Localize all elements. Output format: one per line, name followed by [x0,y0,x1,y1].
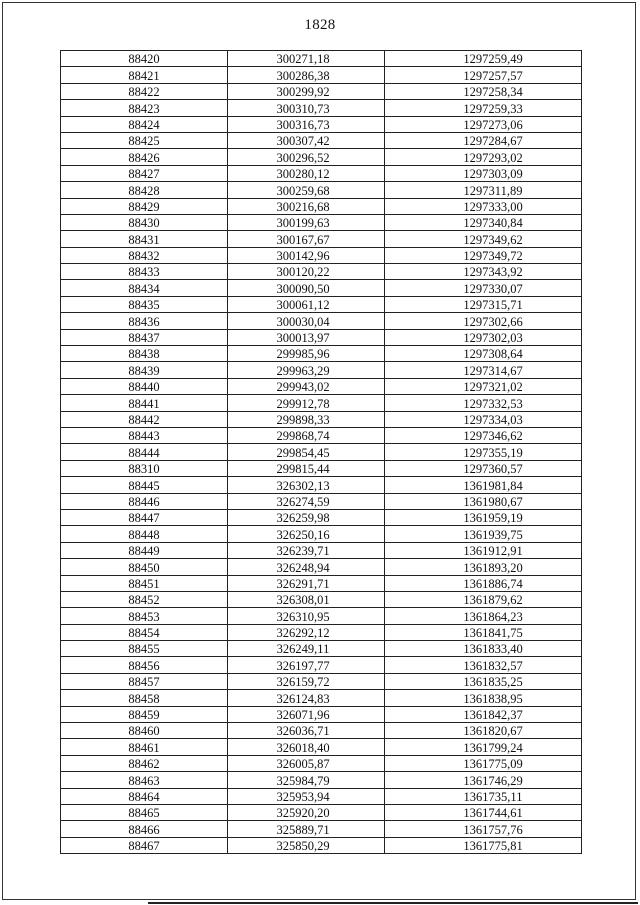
y-coordinate-cell: 1297355,19 [385,444,582,460]
table-row [61,739,582,755]
point-number-cell: 88438 [61,346,228,362]
table-row [61,559,582,575]
y-coordinate-cell: 1361981,84 [385,477,582,493]
y-coordinate-cell: 1361835,25 [385,673,582,689]
y-coordinate-cell: 1361833,40 [385,641,582,657]
coordinates-table-body [61,51,582,854]
y-coordinate-cell: 1361775,81 [385,837,582,853]
x-coordinate-cell: 300280,12 [228,165,385,181]
table-row [61,395,582,411]
point-number-cell: 88458 [61,690,228,706]
x-coordinate-cell: 326291,71 [228,575,385,591]
point-number-cell: 88434 [61,280,228,296]
table-row [61,837,582,853]
table-row [61,690,582,706]
y-coordinate-cell: 1297360,57 [385,460,582,476]
y-coordinate-cell: 1361775,09 [385,755,582,771]
table-row [61,509,582,525]
point-number-cell: 88427 [61,165,228,181]
x-coordinate-cell: 326159,72 [228,673,385,689]
x-coordinate-cell: 299985,96 [228,346,385,362]
table-row [61,706,582,722]
table-row [61,51,582,67]
y-coordinate-cell: 1297302,03 [385,329,582,345]
x-coordinate-cell: 299912,78 [228,395,385,411]
y-coordinate-cell: 1297293,02 [385,149,582,165]
x-coordinate-cell: 300061,12 [228,296,385,312]
y-coordinate-cell: 1297284,67 [385,132,582,148]
table-row [61,608,582,624]
coordinates-table [60,50,582,854]
y-coordinate-cell: 1361799,24 [385,739,582,755]
x-coordinate-cell: 325889,71 [228,821,385,837]
table-row [61,346,582,362]
point-number-cell: 88444 [61,444,228,460]
point-number-cell: 88310 [61,460,228,476]
x-coordinate-cell: 326248,94 [228,559,385,575]
x-coordinate-cell: 326249,11 [228,641,385,657]
table-row [61,67,582,83]
y-coordinate-cell: 1297314,67 [385,362,582,378]
x-coordinate-cell: 300216,68 [228,198,385,214]
table-row [61,575,582,591]
table-row [61,247,582,263]
point-number-cell: 88421 [61,67,228,83]
point-number-cell: 88437 [61,329,228,345]
point-number-cell: 88461 [61,739,228,755]
y-coordinate-cell: 1361841,75 [385,624,582,640]
point-number-cell: 88451 [61,575,228,591]
y-coordinate-cell: 1361939,75 [385,526,582,542]
x-coordinate-cell: 300199,63 [228,214,385,230]
x-coordinate-cell: 300030,04 [228,313,385,329]
y-coordinate-cell: 1297273,06 [385,116,582,132]
y-coordinate-cell: 1361744,61 [385,804,582,820]
table-row [61,772,582,788]
y-coordinate-cell: 1361735,11 [385,788,582,804]
point-number-cell: 88447 [61,509,228,525]
x-coordinate-cell: 325953,94 [228,788,385,804]
y-coordinate-cell: 1361746,29 [385,772,582,788]
x-coordinate-cell: 326239,71 [228,542,385,558]
y-coordinate-cell: 1297315,71 [385,296,582,312]
y-coordinate-cell: 1361893,20 [385,559,582,575]
point-number-cell: 88428 [61,182,228,198]
point-number-cell: 88443 [61,427,228,443]
point-number-cell: 88446 [61,493,228,509]
table-row [61,804,582,820]
y-coordinate-cell: 1297311,89 [385,182,582,198]
x-coordinate-cell: 300090,50 [228,280,385,296]
point-number-cell: 88430 [61,214,228,230]
x-coordinate-cell: 326308,01 [228,591,385,607]
x-coordinate-cell: 299815,44 [228,460,385,476]
point-number-cell: 88440 [61,378,228,394]
table-row [61,624,582,640]
x-coordinate-cell: 300142,96 [228,247,385,263]
point-number-cell: 88462 [61,755,228,771]
point-number-cell: 88460 [61,723,228,739]
table-row [61,526,582,542]
y-coordinate-cell: 1297308,64 [385,346,582,362]
table-row [61,264,582,280]
table-row [61,821,582,837]
x-coordinate-cell: 300013,97 [228,329,385,345]
x-coordinate-cell: 325920,20 [228,804,385,820]
table-row [61,132,582,148]
table-row [61,723,582,739]
x-coordinate-cell: 299943,02 [228,378,385,394]
point-number-cell: 88455 [61,641,228,657]
x-coordinate-cell: 299854,45 [228,444,385,460]
point-number-cell: 88453 [61,608,228,624]
table-row [61,591,582,607]
table-row [61,673,582,689]
point-number-cell: 88448 [61,526,228,542]
point-number-cell: 88450 [61,559,228,575]
table-row [61,755,582,771]
point-number-cell: 88441 [61,395,228,411]
table-row [61,165,582,181]
y-coordinate-cell: 1297258,34 [385,83,582,99]
x-coordinate-cell: 300307,42 [228,132,385,148]
table-row [61,641,582,657]
point-number-cell: 88465 [61,804,228,820]
page-number: 1828 [304,17,336,33]
point-number-cell: 88424 [61,116,228,132]
y-coordinate-cell: 1297349,72 [385,247,582,263]
table-row [61,542,582,558]
x-coordinate-cell: 300120,22 [228,264,385,280]
x-coordinate-cell: 299898,33 [228,411,385,427]
y-coordinate-cell: 1297259,49 [385,51,582,67]
x-coordinate-cell: 326124,83 [228,690,385,706]
table-row [61,788,582,804]
y-coordinate-cell: 1361838,95 [385,690,582,706]
table-row [61,280,582,296]
point-number-cell: 88457 [61,673,228,689]
point-number-cell: 88435 [61,296,228,312]
y-coordinate-cell: 1361820,67 [385,723,582,739]
y-coordinate-cell: 1297330,07 [385,280,582,296]
y-coordinate-cell: 1361879,62 [385,591,582,607]
bottom-rule [148,902,638,904]
point-number-cell: 88449 [61,542,228,558]
y-coordinate-cell: 1361842,37 [385,706,582,722]
x-coordinate-cell: 300299,92 [228,83,385,99]
point-number-cell: 88445 [61,477,228,493]
y-coordinate-cell: 1297346,62 [385,427,582,443]
point-number-cell: 88431 [61,231,228,247]
point-number-cell: 88439 [61,362,228,378]
table-row [61,149,582,165]
table-row [61,100,582,116]
table-row [61,427,582,443]
y-coordinate-cell: 1297259,33 [385,100,582,116]
y-coordinate-cell: 1297340,84 [385,214,582,230]
table-row [61,477,582,493]
table-row [61,444,582,460]
y-coordinate-cell: 1361757,76 [385,821,582,837]
table-row [61,198,582,214]
point-number-cell: 88454 [61,624,228,640]
x-coordinate-cell: 300296,52 [228,149,385,165]
x-coordinate-cell: 326250,16 [228,526,385,542]
table-row [61,329,582,345]
x-coordinate-cell: 326302,13 [228,477,385,493]
y-coordinate-cell: 1297302,66 [385,313,582,329]
x-coordinate-cell: 326036,71 [228,723,385,739]
y-coordinate-cell: 1297321,02 [385,378,582,394]
y-coordinate-cell: 1297334,03 [385,411,582,427]
y-coordinate-cell: 1297303,09 [385,165,582,181]
table-row [61,83,582,99]
x-coordinate-cell: 300310,73 [228,100,385,116]
point-number-cell: 88423 [61,100,228,116]
y-coordinate-cell: 1297349,62 [385,231,582,247]
point-number-cell: 88433 [61,264,228,280]
x-coordinate-cell: 299868,74 [228,427,385,443]
x-coordinate-cell: 326071,96 [228,706,385,722]
x-coordinate-cell: 325850,29 [228,837,385,853]
x-coordinate-cell: 326197,77 [228,657,385,673]
point-number-cell: 88432 [61,247,228,263]
point-number-cell: 88422 [61,83,228,99]
y-coordinate-cell: 1361912,91 [385,542,582,558]
table-row [61,657,582,673]
table-row [61,214,582,230]
y-coordinate-cell: 1361959,19 [385,509,582,525]
point-number-cell: 88459 [61,706,228,722]
point-number-cell: 88429 [61,198,228,214]
x-coordinate-cell: 300259,68 [228,182,385,198]
x-coordinate-cell: 326292,12 [228,624,385,640]
point-number-cell: 88463 [61,772,228,788]
table-row [61,182,582,198]
table-row [61,296,582,312]
x-coordinate-cell: 326259,98 [228,509,385,525]
x-coordinate-cell: 299963,29 [228,362,385,378]
point-number-cell: 88452 [61,591,228,607]
y-coordinate-cell: 1297343,92 [385,264,582,280]
point-number-cell: 88456 [61,657,228,673]
table-row [61,313,582,329]
table-row [61,116,582,132]
point-number-cell: 88426 [61,149,228,165]
table-row [61,411,582,427]
x-coordinate-cell: 300271,18 [228,51,385,67]
point-number-cell: 88466 [61,821,228,837]
point-number-cell: 88420 [61,51,228,67]
y-coordinate-cell: 1361832,57 [385,657,582,673]
point-number-cell: 88425 [61,132,228,148]
point-number-cell: 88464 [61,788,228,804]
x-coordinate-cell: 300167,67 [228,231,385,247]
x-coordinate-cell: 300316,73 [228,116,385,132]
y-coordinate-cell: 1361864,23 [385,608,582,624]
table-row [61,493,582,509]
point-number-cell: 88467 [61,837,228,853]
x-coordinate-cell: 325984,79 [228,772,385,788]
table-row [61,362,582,378]
y-coordinate-cell: 1361980,67 [385,493,582,509]
table-row [61,231,582,247]
point-number-cell: 88442 [61,411,228,427]
x-coordinate-cell: 326310,95 [228,608,385,624]
y-coordinate-cell: 1297333,00 [385,198,582,214]
table-row [61,378,582,394]
y-coordinate-cell: 1361886,74 [385,575,582,591]
y-coordinate-cell: 1297257,57 [385,67,582,83]
x-coordinate-cell: 326005,87 [228,755,385,771]
x-coordinate-cell: 326274,59 [228,493,385,509]
x-coordinate-cell: 300286,38 [228,67,385,83]
point-number-cell: 88436 [61,313,228,329]
x-coordinate-cell: 326018,40 [228,739,385,755]
y-coordinate-cell: 1297332,53 [385,395,582,411]
table-row [61,460,582,476]
